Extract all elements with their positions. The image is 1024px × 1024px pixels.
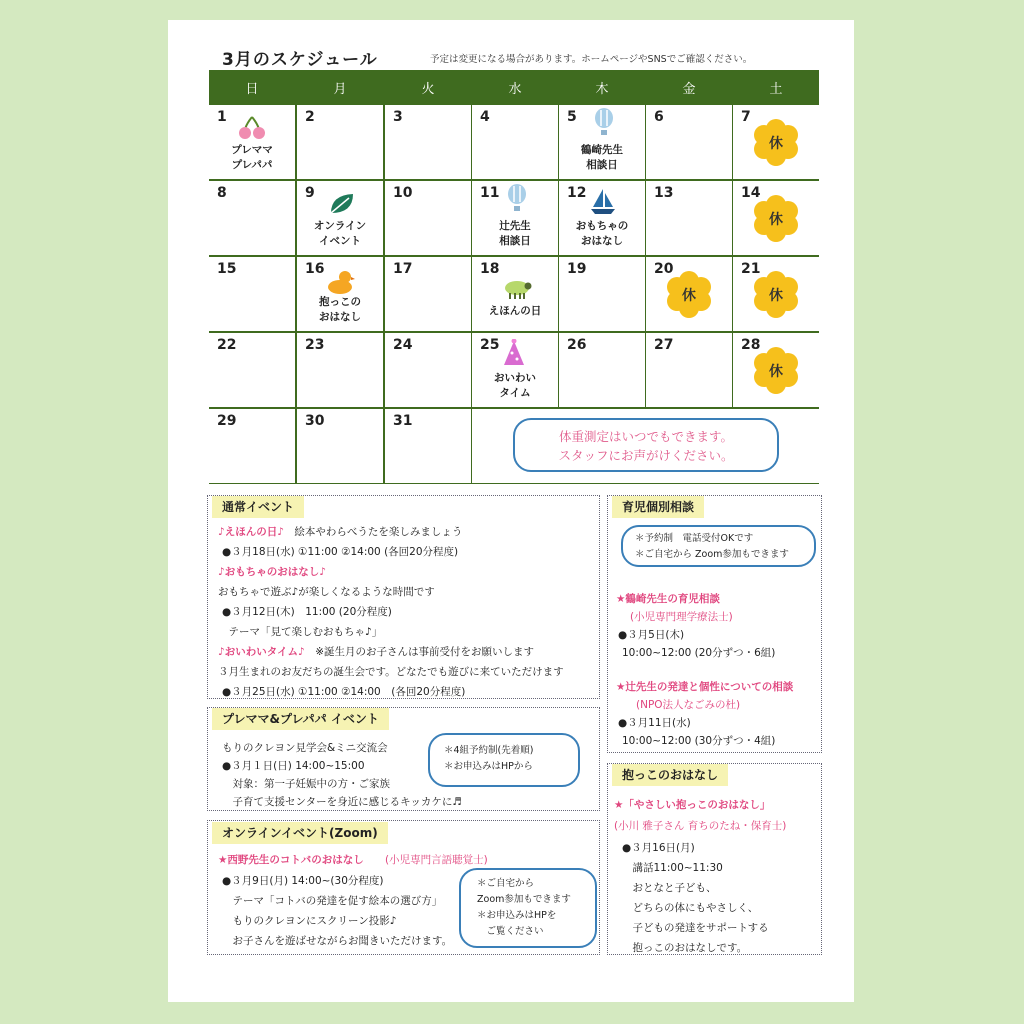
day-number: 22 (217, 337, 237, 353)
day-number: 10 (393, 185, 413, 201)
day-event: 抱っこの おはなし (319, 296, 361, 323)
consult-title: 育児個別相談 (612, 496, 704, 518)
dakko-line: ●３月16日(月) (622, 842, 695, 854)
regular-event-note: 絵本やわらべうたを楽しみましょう (283, 526, 463, 538)
day-event: プレママ プレパパ (231, 144, 273, 171)
holiday-flower-icon (752, 119, 800, 167)
regular-event-line (218, 524, 462, 539)
regular-event-line (222, 684, 465, 699)
day-number: 21 (741, 261, 761, 277)
calendar-day (472, 257, 558, 331)
calendar-day (646, 333, 732, 407)
sheep-icon (502, 277, 532, 305)
regular-event-line (218, 664, 564, 679)
day-number: 11 (480, 185, 500, 201)
day-number: 9 (305, 185, 315, 201)
online-heading-sub: (小児専門言語聴覚士) (385, 854, 488, 866)
calendar-day (733, 181, 819, 255)
holiday-label: 休 (677, 283, 701, 307)
regular-event-line (218, 644, 534, 659)
online-line: ●３月9日(月) 14:00~(30分程度) (222, 875, 384, 887)
weekday-header: 水 (508, 81, 522, 97)
calendar-day (646, 105, 732, 179)
calendar-day (209, 333, 295, 407)
dakko-line: 抱っこのおはなしです。 (622, 942, 748, 954)
holiday-label: 休 (764, 131, 788, 155)
regular-events-title: 通常イベント (212, 496, 304, 518)
day-number: 17 (393, 261, 413, 277)
day-number: 12 (567, 185, 587, 201)
weekday-header: 土 (769, 81, 783, 97)
consult2-date: ●３月11日(水) (618, 717, 691, 729)
day-number: 7 (741, 109, 751, 125)
regular-event-text: ♪おいわいタイム♪ (218, 646, 305, 658)
consult1-time: 10:00~12:00 (20分ずつ・6組) (622, 647, 776, 659)
calendar-day (733, 105, 819, 179)
regular-event-line (218, 584, 435, 599)
calendar-day (209, 181, 295, 255)
calendar-day (385, 105, 471, 179)
leaf-icon (327, 191, 357, 221)
regular-event-note: ※誕生月のお子さんは事前受付をお願いします (304, 646, 535, 658)
consult-bubble-line: ＊ご自宅から Zoom参加もできます (635, 549, 789, 560)
day-event: えほんの日 (488, 305, 542, 317)
day-number: 14 (741, 185, 761, 201)
day-number: 3 (393, 109, 403, 125)
regular-event-text: ●３月18日(水) ①11:00 ②14:00 (各回20分程度) (222, 546, 459, 558)
calendar-day (559, 257, 645, 331)
premama-bubble-line: ＊4組予約制(先着順) (444, 745, 534, 756)
online-line: お子さんを遊ばせながらお聞きいただけます。 (222, 935, 453, 947)
online-bubble (459, 868, 597, 948)
regular-event-line (222, 544, 458, 559)
day-event: オンライン イベント (313, 220, 367, 247)
weight-note (513, 418, 779, 472)
calendar-day (472, 105, 558, 179)
regular-event-text: ●３月25日(水) ①11:00 ②14:00 (各回20分程度) (222, 686, 466, 698)
dakko-sub: (小川 雅子さん 育ちのたね・保育士) (614, 820, 787, 832)
consult1-title: ★鶴崎先生の育児相談 (616, 593, 720, 605)
header-note: 予定は変更になる場合があります。ホームページやSNSでご確認ください。 (430, 54, 753, 65)
holiday-label: 休 (764, 207, 788, 231)
dakko-line: 講話11:00~11:30 (622, 862, 723, 874)
calendar-day (646, 257, 732, 331)
holiday-label: 休 (764, 283, 788, 307)
holiday-flower-icon (752, 271, 800, 319)
weekday-header: 月 (333, 81, 347, 97)
dakko-line: 子どもの発達をサポートする (622, 922, 769, 934)
day-number: 5 (567, 109, 577, 125)
day-number: 6 (654, 109, 664, 125)
holiday-flower-icon (752, 195, 800, 243)
sailboat-icon (589, 187, 617, 219)
day-number: 18 (480, 261, 500, 277)
calendar-day (297, 409, 383, 483)
holiday-label: 休 (764, 359, 788, 383)
day-number: 28 (741, 337, 761, 353)
weight-note-line1: 体重測定はいつでもできます。 (558, 429, 733, 444)
dakko-heading: ★「やさしい抱っこのおはなし」 (614, 799, 771, 811)
online-title: オンラインイベント(Zoom) (212, 822, 388, 844)
online-bubble-line: ご覧ください (477, 926, 544, 937)
calendar-day (297, 257, 383, 331)
weekday-header: 金 (682, 81, 696, 97)
online-bubble-line: ＊お申込みはHPを (477, 910, 557, 921)
dakko-line: おとなと子ども、 (622, 882, 717, 894)
holiday-flower-icon (665, 271, 713, 319)
day-number: 13 (654, 185, 674, 201)
day-number: 1 (217, 109, 227, 125)
weight-note-line2: スタッフにお声がけください。 (558, 448, 734, 463)
regular-event-line (218, 564, 326, 579)
premama-line: 対象：第一子妊娠中の方・ご家族 (222, 778, 390, 790)
online-bubble-line: Zoom参加もできます (477, 894, 571, 905)
premama-line: もりのクレヨン見学会&ミニ交流会 (222, 742, 388, 754)
regular-event-text: ♪おもちゃのおはなし♪ (218, 566, 326, 578)
party-hat-icon (502, 339, 526, 373)
weekday-header: 日 (245, 81, 259, 97)
day-number: 31 (393, 413, 413, 429)
dakko-title: 抱っこのおはなし (612, 764, 728, 786)
calendar-day (385, 333, 471, 407)
calendar-day (559, 333, 645, 407)
weekday-header: 火 (421, 81, 435, 97)
calendar-day (646, 181, 732, 255)
consult2-time: 10:00~12:00 (30分ずつ・4組) (622, 735, 776, 747)
day-number: 23 (305, 337, 325, 353)
consult2-sub: (NPO法人なごみの杜) (636, 699, 741, 711)
regular-event-text: ３月生まれのお友だちの誕生会です。どなたでも遊びに来ていただけます (218, 666, 564, 678)
day-number: 15 (217, 261, 237, 277)
premama-line: ●３月１日(日) 14:00~15:00 (222, 760, 365, 772)
calendar-day (209, 105, 295, 179)
day-number: 8 (217, 185, 227, 201)
regular-event-line (222, 604, 392, 619)
calendar-day (385, 409, 471, 483)
calendar-day (385, 181, 471, 255)
day-event: 鶴崎先生 相談日 (581, 144, 623, 171)
premama-line: 子育て支援センターを身近に感じるキッカケに♬ (222, 796, 462, 808)
consult-bubble (621, 525, 816, 567)
consult2-title: ★辻先生の発達と個性についての相談 (616, 681, 794, 693)
online-heading: ★西野先生のコトバのおはなし (218, 854, 364, 866)
calendar-day (209, 409, 295, 483)
calendar-day (733, 257, 819, 331)
calendar-day (472, 333, 558, 407)
balloon-icon (506, 183, 528, 217)
calendar-day (385, 257, 471, 331)
dakko-line: どちらの体にもやさしく、 (622, 902, 759, 914)
regular-event-text: おもちゃで遊ぶ♪が楽しくなるような時間です (218, 586, 435, 598)
day-number: 20 (654, 261, 674, 277)
day-number: 16 (305, 261, 325, 277)
day-number: 24 (393, 337, 413, 353)
calendar-day (297, 181, 383, 255)
day-number: 2 (305, 109, 315, 125)
online-bubble-line: ＊ご自宅から (477, 878, 535, 889)
regular-event-line (218, 624, 382, 639)
calendar-day (559, 105, 645, 179)
day-event: おいわい タイム (494, 372, 536, 399)
regular-event-text: ●３月12日(木) 11:00 (20分程度) (222, 606, 392, 618)
day-event: おもちゃの おはなし (575, 220, 629, 247)
day-number: 4 (480, 109, 490, 125)
weekday-header: 木 (595, 81, 609, 97)
day-number: 19 (567, 261, 587, 277)
day-number: 27 (654, 337, 674, 353)
calendar-day (209, 257, 295, 331)
consult1-sub: (小児専門理学療法士) (630, 611, 733, 623)
regular-event-text: ♪えほんの日♪ (218, 526, 284, 538)
page-title: 3月のスケジュール (222, 50, 378, 70)
calendar-day (559, 181, 645, 255)
premama-bubble-line: ＊お申込みはHPから (444, 761, 533, 772)
calendar-day (297, 105, 383, 179)
online-line: テーマ「コトバの発達を促す絵本の選び方」 (222, 895, 443, 907)
day-number: 25 (480, 337, 500, 353)
day-number: 29 (217, 413, 237, 429)
balloon-icon (593, 107, 615, 141)
calendar-day (733, 333, 819, 407)
calendar-day (297, 333, 383, 407)
consult-bubble-line: ＊予約制 電話受付OKです (635, 533, 754, 544)
consult1-date: ●３月5日(木) (618, 629, 685, 641)
day-number: 30 (305, 413, 325, 429)
cherry-icon (237, 115, 267, 145)
day-event: 辻先生 相談日 (499, 220, 531, 247)
premama-title: プレママ&プレパパ イベント (212, 708, 389, 730)
regular-event-text: テーマ「見て楽しむおもちゃ♪」 (218, 626, 383, 638)
premama-bubble (428, 733, 580, 787)
day-number: 26 (567, 337, 587, 353)
online-line: もりのクレヨンにスクリーン投影♪ (222, 915, 397, 927)
calendar-day (472, 181, 558, 255)
holiday-flower-icon (752, 347, 800, 395)
